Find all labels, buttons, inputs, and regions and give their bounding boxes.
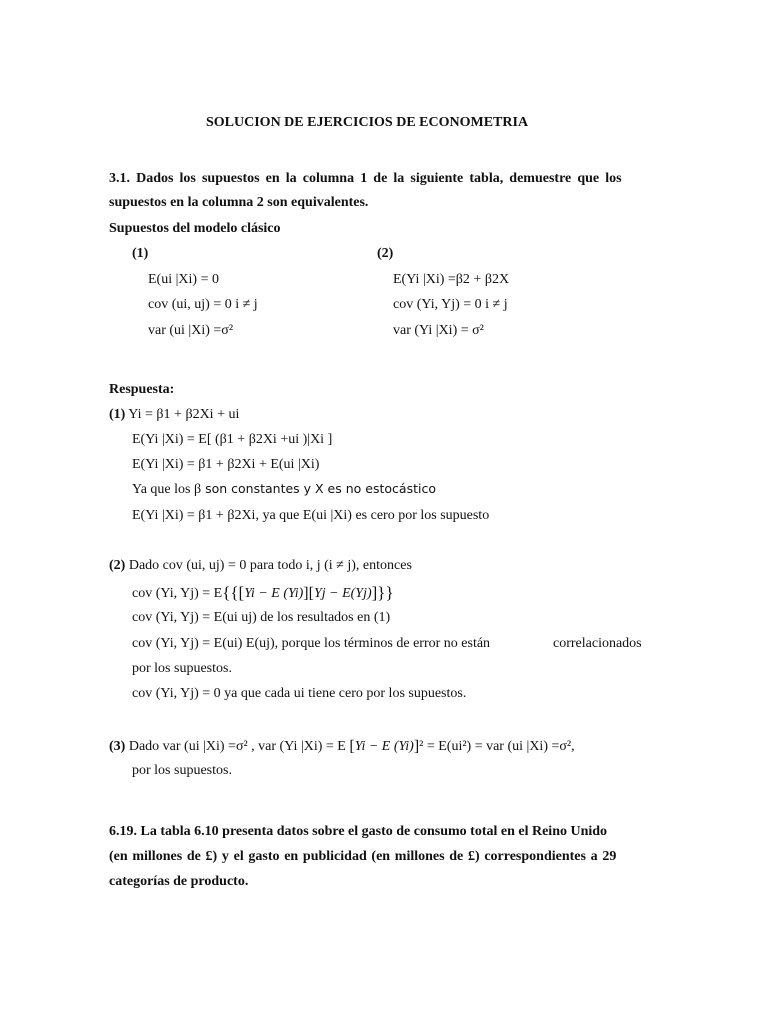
exercise-3-1-statement-line-1: 3.1. Dados los supuestos en la columna 1 de la siguiente tabla, demuestre que los [109, 171, 622, 186]
answer-part-1-number: (1) [109, 407, 126, 422]
page-title: SOLUCION DE EJERCICIOS DE ECONOMETRIA [206, 115, 529, 130]
answer-part-1-line-2: E(Yi |Xi) = E[ (β1 + β2Xi +ui )|Xi ] [132, 432, 333, 447]
answer-part-2-line-1 [109, 559, 412, 573]
equation-yj-term: Yj − E(Yj) [313, 586, 372, 601]
exercise-6-19-line-2: (en millones de £) y el gasto en publicidad (en millones de £) correspondientes a 29 [109, 849, 617, 864]
variance-result: ² = E(ui²) = var (ui |Xi) =σ², [419, 739, 575, 754]
answer-part-1-line-4 [132, 483, 436, 497]
answer-part-3-line-2: por los supuestos. [132, 763, 232, 778]
equation-middle-brackets: ][ [303, 585, 314, 602]
variance-close-bracket: ] [413, 738, 420, 755]
variance-statement: Dado var (ui |Xi) =σ² , var (Yi |Xi) = E [125, 739, 350, 754]
answer-part-1-line-3: E(Yi |Xi) = β1 + β2Xi + E(ui |Xi) [132, 457, 320, 472]
column-1-row-1: E(ui |Xi) = 0 [148, 272, 219, 287]
answer-part-3-number: (3) [109, 739, 126, 754]
answer-part-1-line-1 [109, 408, 239, 422]
answer-part-2-line-5: por los supuestos. [132, 661, 232, 676]
exercise-6-19-line-3: categorías de producto. [109, 874, 249, 889]
answer-label: Respuesta: [109, 382, 175, 397]
answer-part-2-intro: Dado cov (ui, uj) = 0 para todo i, j (i ≠ j), entonces [125, 558, 412, 573]
answer-part-2-line-4-end: correlacionados [553, 636, 642, 651]
column-2-row-3: var (Yi |Xi) = σ² [393, 323, 484, 338]
variance-yi-term: Yi − E (Yi) [354, 739, 414, 754]
classical-model-subtitle: Supuestos del modelo clásico [109, 221, 281, 236]
variance-open-bracket: [ [349, 738, 355, 755]
exercise-3-1-statement-line-2: supuestos en la columna 2 son equivalentes. [109, 195, 369, 210]
answer-part-1-line-5: E(Yi |Xi) = β1 + β2Xi, ya que E(ui |Xi) es cero por los supuesto [132, 508, 490, 523]
answer-part-2-line-4: cov (Yi, Yj) = E(ui) E(uj), porque los términos de error no están [132, 636, 491, 651]
answer-part-2-number: (2) [109, 558, 126, 573]
column-2-row-1: E(Yi |Xi) =β2 + β2X [393, 272, 510, 287]
column-1-row-2: cov (ui, uj) = 0 i ≠ j [148, 297, 258, 312]
column-1-header: (1) [132, 246, 149, 261]
equation-open-brackets: {{[ [222, 583, 245, 602]
column-2-row-2: cov (Yi, Yj) = 0 i ≠ j [393, 297, 508, 312]
answer-part-2-line-3: cov (Yi, Yj) = E(ui uj) de los resultados en (1) [132, 610, 391, 625]
exercise-6-19-line-1: 6.19. La tabla 6.10 presenta datos sobre el gasto de consumo total en el Reino Unido [109, 824, 608, 839]
answer-part-2-line-2 [132, 583, 394, 601]
answer-part-1-equation: Yi = β1 + β2Xi + ui [125, 407, 240, 422]
column-1-row-3: var (ui |Xi) =σ² [148, 323, 234, 338]
column-2-header: (2) [377, 246, 394, 261]
answer-part-1-line-4-serif: Ya que los β [132, 482, 202, 497]
answer-part-2-line-6: cov (Yi, Yj) = 0 ya que cada ui tiene cero por los supuestos. [132, 686, 467, 701]
answer-part-3-line-1 [109, 738, 575, 754]
equation-yi-term: Yi − E (Yi) [244, 586, 304, 601]
answer-part-1-line-4-sans: son constantes y X es no estocástico [201, 481, 436, 496]
covariance-lhs: cov (Yi, Yj) = E [132, 586, 223, 601]
equation-close-brackets: ]}} [371, 583, 394, 602]
